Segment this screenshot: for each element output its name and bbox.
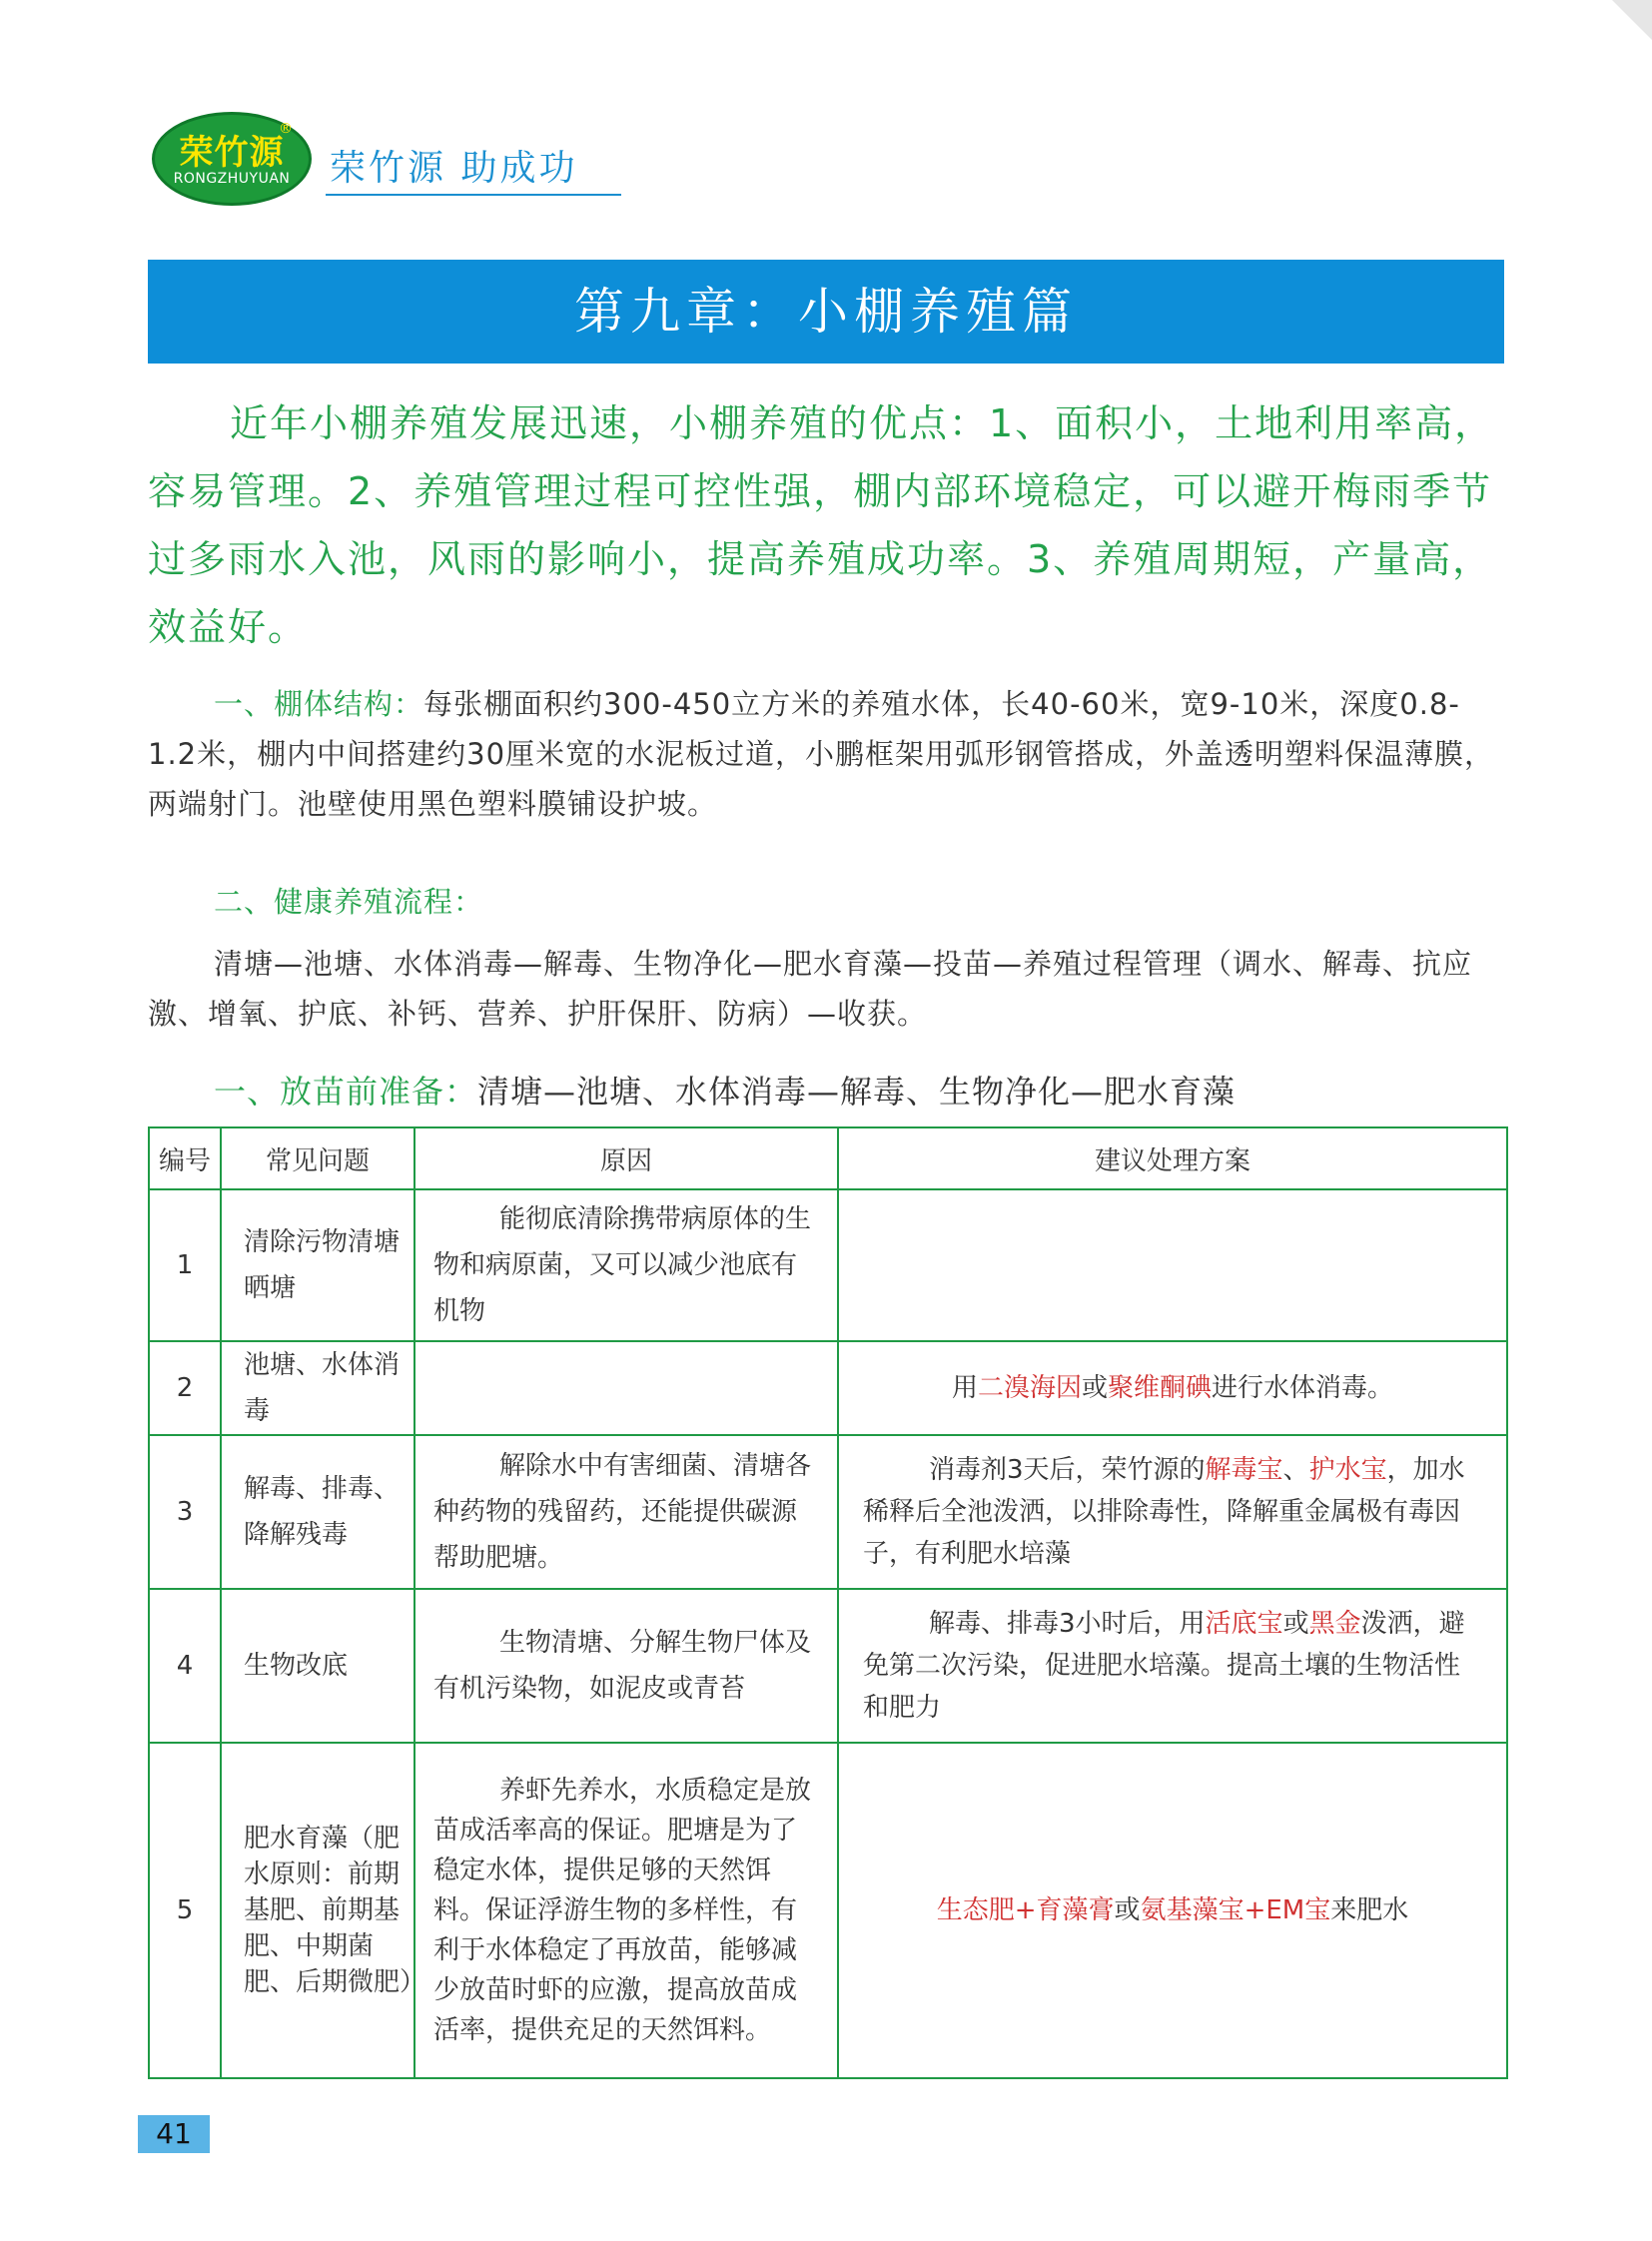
solution-text: 消毒剂3天后，荣竹源的 bbox=[929, 1455, 1206, 1485]
product-name: 氨基藻宝+EM宝 bbox=[1140, 1895, 1331, 1925]
row-number: 5 bbox=[149, 1743, 221, 2078]
row-issue: 解毒、排毒、降解残毒 bbox=[221, 1435, 414, 1589]
product-name: 活底宝 bbox=[1205, 1609, 1283, 1639]
row-reason: 解除水中有害细菌、清塘各种药物的残留药，还能提供碳源帮助肥塘。 bbox=[414, 1435, 838, 1589]
row-number: 3 bbox=[149, 1435, 221, 1589]
section-preparation-text: 清塘—池塘、水体消毒—解毒、生物净化—肥水育藻 bbox=[477, 1073, 1237, 1111]
header-number: 编号 bbox=[149, 1127, 221, 1189]
row-issue: 池塘、水体消毒 bbox=[221, 1341, 414, 1435]
page-number: 41 bbox=[138, 2115, 210, 2153]
slogan-underline bbox=[326, 194, 621, 196]
header-issue: 常见问题 bbox=[221, 1127, 414, 1189]
row-reason: 能彻底清除携带病原体的生物和病原菌，又可以减少池底有机物 bbox=[414, 1189, 838, 1341]
row-solution bbox=[838, 1189, 1507, 1341]
section-structure bbox=[148, 679, 1506, 829]
row-solution bbox=[838, 1743, 1507, 2078]
product-name: 生态肥+育藻膏 bbox=[936, 1895, 1115, 1925]
section-structure-text: 每张棚面积约300-450立方米的养殖水体，长40-60米，宽9-10米，深度0.8-1.2米，棚内中间搭建约30厘米宽的水泥板过道，小鹏框架用弧形钢管搭成，外盖透明塑料保温薄膜，两端射门。池壁使用黑色塑料膜铺设护坡。 bbox=[148, 687, 1495, 821]
section-preparation bbox=[148, 1067, 1506, 1117]
solution-text: 解毒、排毒3小时后，用 bbox=[929, 1609, 1206, 1639]
logo-chinese-text: 荣竹源 bbox=[179, 133, 285, 173]
brand-slogan: 荣竹源 助成功 bbox=[330, 148, 578, 189]
product-name: 解毒宝 bbox=[1205, 1455, 1283, 1485]
row-issue: 清除污物清塘晒塘 bbox=[221, 1189, 414, 1341]
solution-text: 、 bbox=[1282, 1455, 1309, 1485]
header-reason: 原因 bbox=[414, 1127, 838, 1189]
solution-text: 泼洒，避免第二次污染，促进肥水培藻。提高土壤的生物活性和肥力 bbox=[863, 1609, 1465, 1723]
table-header-row bbox=[149, 1127, 1507, 1189]
product-name: 聚维酮碘 bbox=[1108, 1373, 1213, 1403]
table-row bbox=[149, 1743, 1507, 2078]
header-solution: 建议处理方案 bbox=[838, 1127, 1507, 1189]
table-row bbox=[149, 1435, 1507, 1589]
row-number: 4 bbox=[149, 1589, 221, 1743]
row-solution bbox=[838, 1589, 1507, 1743]
table-row bbox=[149, 1341, 1507, 1435]
table-row bbox=[149, 1589, 1507, 1743]
product-name: 二溴海因 bbox=[977, 1373, 1082, 1403]
product-name: 黑金 bbox=[1308, 1609, 1361, 1639]
solution-text: ，加水稀释后全池泼洒，以排除毒性，降解重金属极有毒因子，有利肥水培藻 bbox=[863, 1455, 1465, 1569]
row-issue: 生物改底 bbox=[221, 1589, 414, 1743]
product-name: 护水宝 bbox=[1308, 1455, 1387, 1485]
solution-text: 来肥水 bbox=[1330, 1895, 1409, 1925]
intro-paragraph: 近年小棚养殖发展迅速，小棚养殖的优点：1、面积小，土地利用率高，容易管理。2、养殖管理过程可控性强，棚内部环境稳定，可以避开梅雨季节过多雨水入池，风雨的影响小，提高养殖成功率。3、养殖周期短，产量高，效益好。 bbox=[148, 401, 1495, 649]
row-solution bbox=[838, 1341, 1507, 1435]
row-issue: 肥水育藻（肥水原则：前期基肥、前期基肥、中期菌肥、后期微肥） bbox=[221, 1743, 414, 2078]
logo-english-text: RONGZHUYUAN bbox=[173, 171, 291, 187]
preparation-table bbox=[148, 1126, 1508, 2079]
solution-text: 或 bbox=[1282, 1609, 1309, 1639]
row-reason: 养虾先养水，水质稳定是放苗成活率高的保证。肥塘是为了稳定水体，提供足够的天然饵料。保证浮游生物的多样性，有利于水体稳定了再放苗，能够减少放苗时虾的应激，提高放苗成活率，提供充足的天然饵料。 bbox=[414, 1743, 838, 2078]
page-corner-fold bbox=[1612, 0, 1652, 40]
section-process-heading: 二、健康养殖流程： bbox=[214, 885, 484, 919]
solution-text: 进行水体消毒。 bbox=[1212, 1373, 1394, 1403]
row-number: 1 bbox=[149, 1189, 221, 1341]
row-number: 2 bbox=[149, 1341, 221, 1435]
row-solution bbox=[838, 1435, 1507, 1589]
row-reason: 生物清塘、分解生物尸体及有机污染物，如泥皮或青苔 bbox=[414, 1589, 838, 1743]
chapter-title: 第九章：小棚养殖篇 bbox=[148, 260, 1504, 364]
section-structure-heading: 一、棚体结构： bbox=[214, 687, 424, 721]
brand-logo bbox=[152, 112, 312, 206]
section-process-text: 清塘—池塘、水体消毒—解毒、生物净化—肥水育藻—投苗—养殖过程管理（调水、解毒、抗应激、增氧、护底、补钙、营养、护肝保肝、防病）—收获。 bbox=[148, 947, 1473, 1031]
solution-text: 或 bbox=[1114, 1895, 1141, 1925]
solution-text: 用 bbox=[951, 1373, 978, 1403]
registered-mark: ® bbox=[279, 121, 293, 137]
solution-text: 或 bbox=[1081, 1373, 1108, 1403]
row-reason bbox=[414, 1341, 838, 1435]
table-row bbox=[149, 1189, 1507, 1341]
section-preparation-heading: 一、放苗前准备： bbox=[214, 1073, 478, 1111]
